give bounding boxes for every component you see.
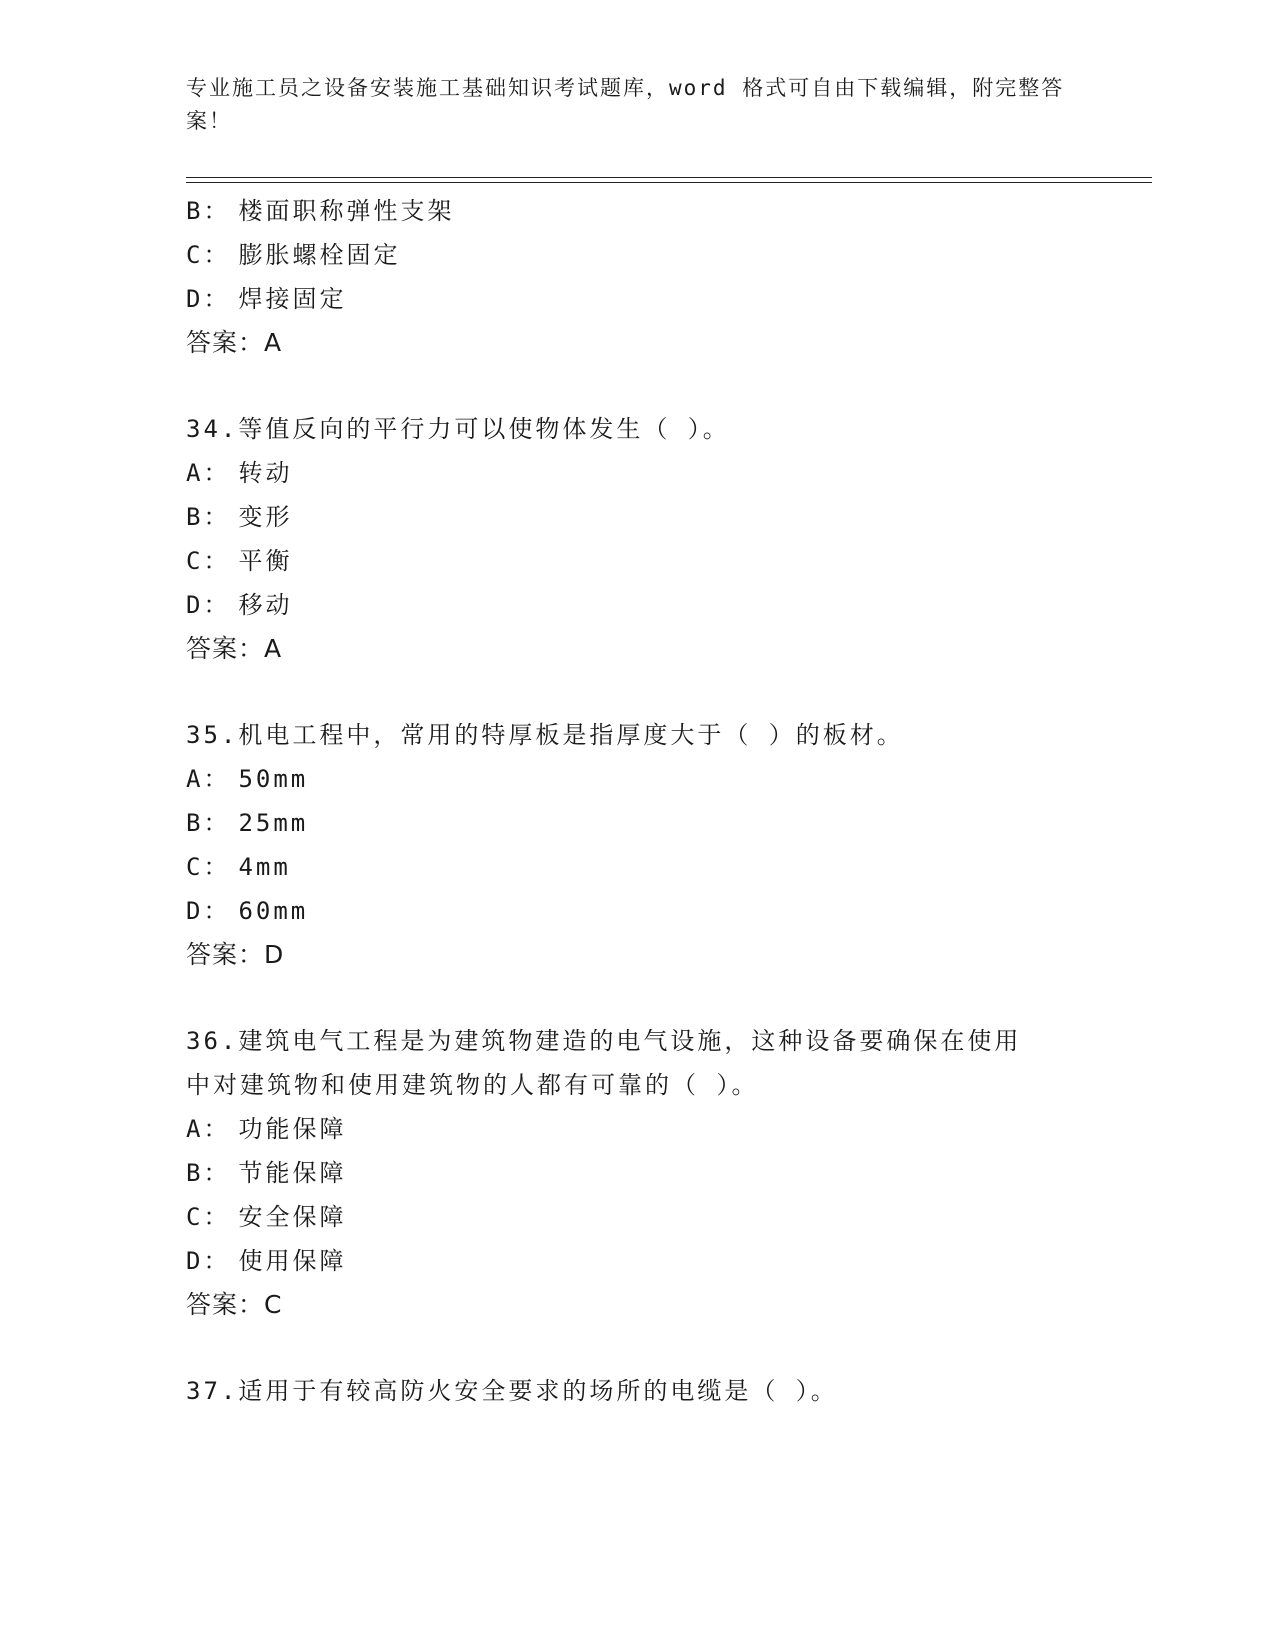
option-line: C： 4mm xyxy=(186,853,291,881)
header-divider-top xyxy=(186,177,1152,178)
option-line: D： 焊接固定 xyxy=(186,285,347,313)
option-line: B： 25mm xyxy=(186,809,309,837)
option-line: C： 平衡 xyxy=(186,547,293,575)
answer-line: 答案：C xyxy=(186,1290,283,1319)
question-stem: 36.建筑电气工程是为建筑物建造的电气设施，这种设备要确保在使用 xyxy=(186,1027,1022,1055)
question-stem-continued: 中对建筑物和使用建筑物的人都有可靠的（ ）。 xyxy=(186,1071,759,1099)
option-line: D： 60mm xyxy=(186,897,309,925)
document-header: 专业施工员之设备安装施工基础知识考试题库，word 格式可自由下载编辑，附完整答案！ xyxy=(186,76,1065,133)
header-divider-bottom xyxy=(186,182,1152,183)
option-line: C： 安全保障 xyxy=(186,1203,347,1231)
option-line: B： 变形 xyxy=(186,503,293,531)
option-line: D： 使用保障 xyxy=(186,1247,347,1275)
option-line: A： 50mm xyxy=(186,765,309,793)
question-stem: 35.机电工程中，常用的特厚板是指厚度大于（ ）的板材。 xyxy=(186,721,904,749)
option-line: B： 楼面职称弹性支架 xyxy=(186,197,455,225)
question-stem: 37.适用于有较高防火安全要求的场所的电缆是（ ）。 xyxy=(186,1377,838,1405)
answer-line: 答案：A xyxy=(186,634,283,663)
question-stem: 34.等值反向的平行力可以使物体发生（ ）。 xyxy=(186,415,730,443)
answer-line: 答案：A xyxy=(186,328,283,357)
option-line: B： 节能保障 xyxy=(186,1159,347,1187)
option-line: C： 膨胀螺栓固定 xyxy=(186,241,401,269)
option-line: A： 功能保障 xyxy=(186,1115,347,1143)
option-line: A： 转动 xyxy=(186,459,293,487)
answer-line: 答案：D xyxy=(186,940,285,969)
option-line: D： 移动 xyxy=(186,591,293,619)
